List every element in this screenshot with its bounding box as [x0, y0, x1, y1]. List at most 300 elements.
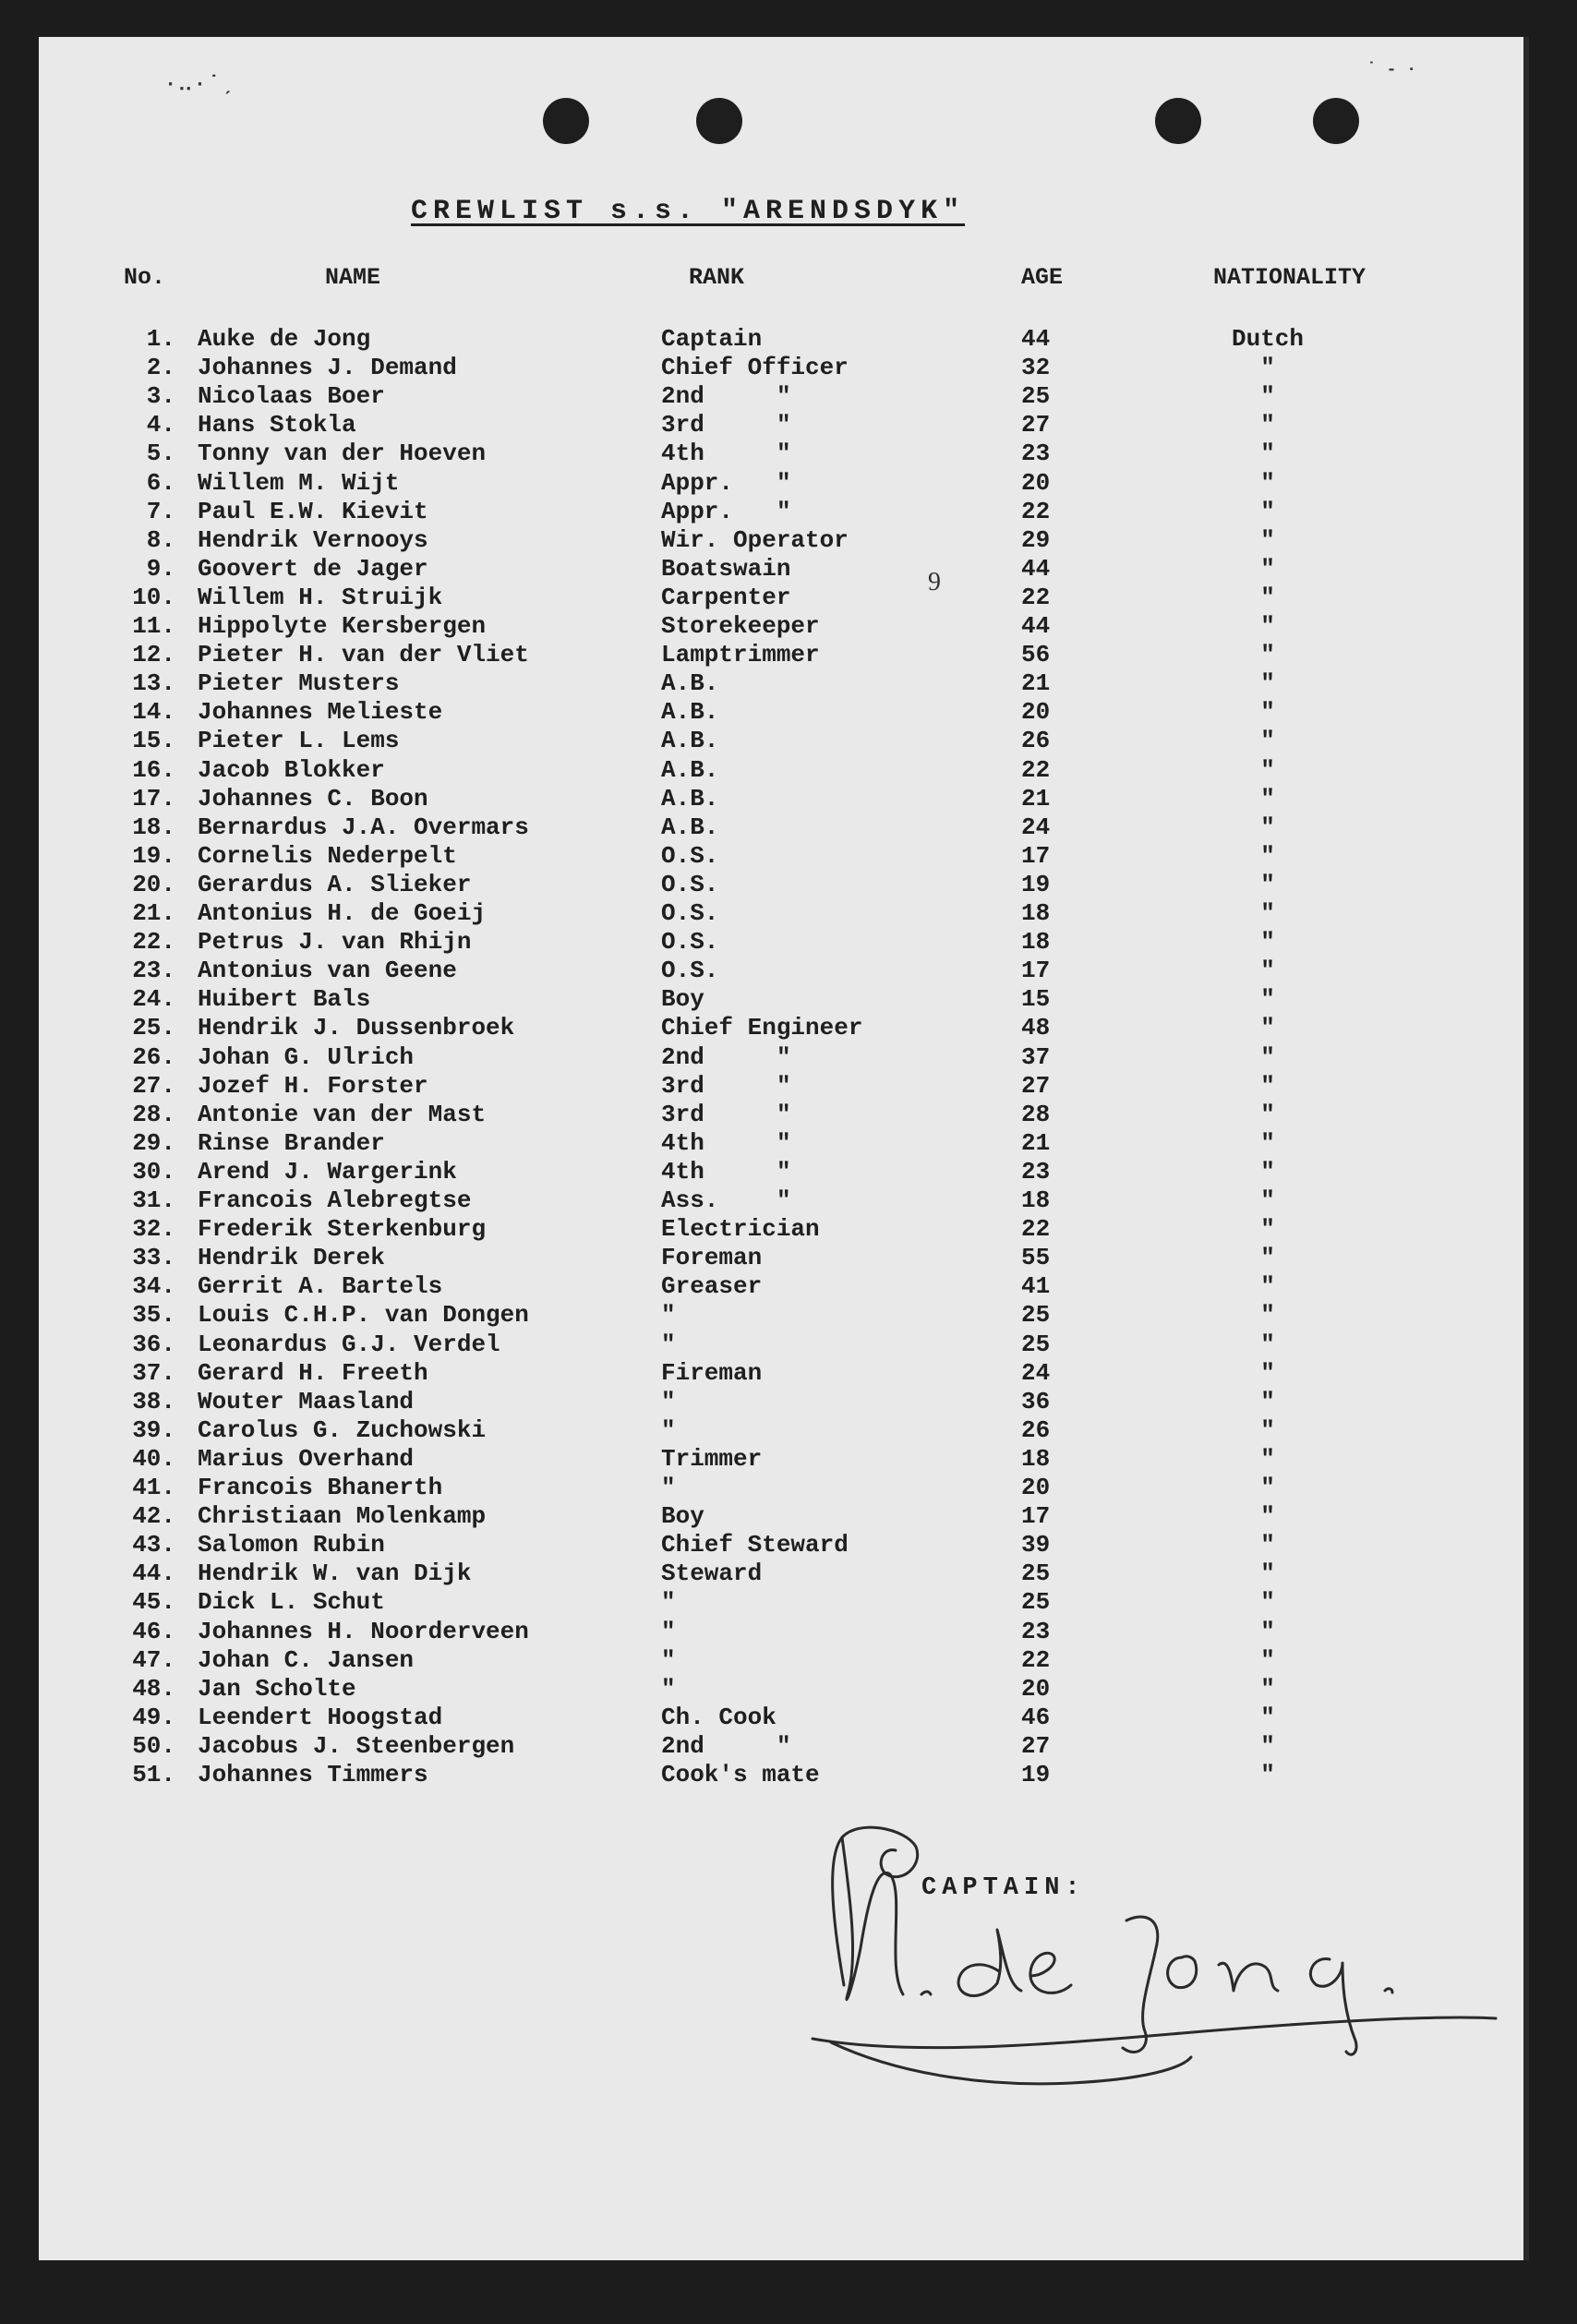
crew-nationality: " [1260, 1330, 1275, 1358]
crew-nationality: " [1260, 957, 1275, 985]
crew-number: 34. [132, 1272, 175, 1301]
ink-specks: ·‥·˙ˏ [164, 73, 236, 96]
punch-hole [543, 98, 589, 144]
crew-nationality: " [1260, 1244, 1275, 1272]
crew-number: 20. [132, 870, 175, 898]
crew-rank: Wir. Operator [661, 525, 849, 554]
crew-name: Leonardus G.J. Verdel [198, 1330, 500, 1358]
crew-age: 27 [1021, 1071, 1051, 1100]
crew-nationality: " [1260, 1502, 1275, 1531]
crew-number: 13. [132, 669, 175, 698]
crew-name: Johannes Melieste [198, 698, 443, 727]
crew-name: Hans Stokla [198, 411, 356, 440]
crew-rank: Chief Officer [661, 354, 849, 382]
table-row [0, 1502, 1577, 1531]
crew-number: 2. [146, 354, 175, 382]
crew-number: 41. [132, 1474, 175, 1501]
crew-age: 17 [1021, 1502, 1051, 1531]
crew-nationality: " [1260, 1645, 1275, 1674]
crew-rank: 2nd [661, 1731, 704, 1760]
crew-rank: " [661, 1301, 676, 1330]
crew-number: 39. [132, 1415, 175, 1444]
crew-number: 29. [132, 1128, 175, 1157]
table-row [0, 1559, 1577, 1588]
crew-number: 6. [146, 468, 175, 497]
column-header-rank: RANK [689, 264, 745, 291]
crew-age: 22 [1021, 497, 1051, 525]
crew-rank: 4th [661, 1157, 704, 1186]
crew-rank: A.B. [661, 755, 719, 784]
table-row [0, 1732, 1577, 1761]
crew-number: 7. [146, 497, 175, 525]
table-row [0, 785, 1577, 813]
crew-age: 27 [1021, 1731, 1051, 1760]
crew-rank: 2nd [661, 1042, 704, 1071]
crew-age: 25 [1021, 1559, 1051, 1588]
crew-name: Cornelis Nederpelt [198, 841, 457, 870]
crew-nationality: " [1260, 1761, 1275, 1788]
crew-age: 20 [1021, 1674, 1051, 1703]
captain-label: CAPTAIN: [921, 1874, 1086, 1902]
crew-age: 21 [1021, 784, 1051, 813]
table-row [0, 1531, 1577, 1559]
crew-name: Antonius H. de Goeij [198, 899, 487, 927]
crew-nationality: " [1260, 1215, 1275, 1244]
crew-age: 44 [1021, 325, 1051, 353]
crew-nationality: " [1260, 1444, 1275, 1473]
crew-name: Johannes H. Noorderveen [198, 1617, 529, 1645]
crew-name: Francois Alebregtse [198, 1186, 472, 1214]
table-row [0, 469, 1577, 498]
table-row [0, 1301, 1577, 1330]
crew-age: 32 [1021, 354, 1051, 382]
crew-number: 28. [132, 1100, 175, 1128]
crew-nationality: " [1260, 468, 1275, 497]
table-row [0, 354, 1577, 382]
crew-age: 15 [1021, 985, 1051, 1014]
crew-name: Rinse Brander [198, 1128, 385, 1157]
crew-rank: Appr. [661, 468, 734, 497]
crew-age: 18 [1021, 899, 1051, 927]
table-row [0, 957, 1577, 985]
crew-name: Hendrik Derek [198, 1244, 385, 1272]
crew-rank: Foreman [661, 1244, 763, 1272]
crew-age: 29 [1021, 525, 1051, 554]
crew-nationality: " [1260, 841, 1275, 870]
crew-age: 17 [1021, 957, 1051, 985]
crew-rank: Storekeeper [661, 612, 820, 640]
crew-number: 19. [132, 841, 175, 870]
crew-rank: Lamptrimmer [661, 641, 820, 669]
crew-name: Johannes Timmers [198, 1761, 428, 1788]
crew-nationality: " [1260, 669, 1275, 698]
crew-name: Willem H. Struijk [198, 583, 443, 611]
crew-age: 44 [1021, 612, 1051, 640]
table-row [0, 1474, 1577, 1502]
crew-age: 41 [1021, 1272, 1051, 1301]
crew-name: Huibert Bals [198, 985, 371, 1014]
crew-number: 50. [132, 1731, 175, 1760]
crew-number: 44. [132, 1559, 175, 1588]
crew-nationality: " [1260, 727, 1275, 755]
page-number: 9 [928, 568, 941, 596]
crew-rank: " [661, 1330, 676, 1358]
crew-age: 24 [1021, 813, 1051, 841]
crew-name: Willem M. Wijt [198, 468, 400, 497]
table-row [0, 1445, 1577, 1474]
crew-age: 27 [1021, 411, 1051, 440]
punch-hole [696, 98, 742, 144]
rank-ditto-mark: " [776, 468, 791, 497]
crew-number: 49. [132, 1703, 175, 1731]
column-header-age: AGE [1021, 264, 1064, 291]
crew-number: 16. [132, 755, 175, 784]
table-row [0, 498, 1577, 526]
table-row [0, 871, 1577, 899]
crew-age: 39 [1021, 1531, 1051, 1559]
punch-hole [1155, 98, 1201, 144]
crew-number: 48. [132, 1674, 175, 1703]
crew-age: 36 [1021, 1387, 1051, 1415]
crew-number: 11. [132, 612, 175, 640]
table-row [0, 382, 1577, 411]
crew-number: 38. [132, 1387, 175, 1415]
crew-name: Pieter L. Lems [198, 727, 400, 755]
crew-rank: O.S. [661, 841, 719, 870]
crew-name: Johan C. Jansen [198, 1645, 415, 1674]
rank-ditto-mark: " [776, 1731, 791, 1760]
table-row [0, 985, 1577, 1014]
crew-rank: Captain [661, 325, 763, 353]
crew-nationality: " [1260, 928, 1275, 957]
crew-number: 35. [132, 1301, 175, 1330]
crew-number: 9. [146, 554, 175, 583]
crew-name: Gerrit A. Bartels [198, 1272, 443, 1301]
crew-number: 30. [132, 1157, 175, 1186]
crew-age: 19 [1021, 1761, 1051, 1788]
crew-rank: Greaser [661, 1272, 763, 1301]
crew-nationality: " [1260, 870, 1275, 898]
table-row [0, 1704, 1577, 1732]
crew-nationality: " [1260, 382, 1275, 411]
crew-nationality: " [1260, 813, 1275, 841]
crew-nationality: " [1260, 985, 1275, 1014]
crew-rank: " [661, 1674, 676, 1703]
crew-name: Jacob Blokker [198, 755, 385, 784]
table-row [0, 1101, 1577, 1129]
crew-rank: 3rd [661, 1100, 704, 1128]
crew-number: 36. [132, 1330, 175, 1358]
table-row [0, 555, 1577, 584]
crew-name: Hendrik Vernooys [198, 525, 428, 554]
crew-nationality: " [1260, 1703, 1275, 1731]
crew-nationality: " [1260, 1272, 1275, 1301]
crew-nationality: " [1260, 554, 1275, 583]
table-row [0, 1158, 1577, 1186]
table-row [0, 1416, 1577, 1445]
crew-number: 25. [132, 1014, 175, 1042]
crew-number: 37. [132, 1358, 175, 1387]
table-row [0, 641, 1577, 669]
crew-number: 12. [132, 641, 175, 669]
crew-nationality: " [1260, 1042, 1275, 1071]
table-row [0, 1618, 1577, 1646]
crew-number: 47. [132, 1645, 175, 1674]
crew-name: Antonie van der Mast [198, 1100, 487, 1128]
crew-number: 23. [132, 957, 175, 985]
table-row [0, 1761, 1577, 1789]
crew-rank: O.S. [661, 870, 719, 898]
crew-rank: " [661, 1387, 676, 1415]
table-row [0, 325, 1577, 354]
crew-age: 23 [1021, 1617, 1051, 1645]
crew-number: 21. [132, 899, 175, 927]
crew-rank: Ch. Cook [661, 1703, 776, 1731]
crew-name: Hendrik W. van Dijk [198, 1559, 472, 1588]
captain-signature [794, 1810, 1514, 2142]
crew-rank: " [661, 1415, 676, 1444]
rank-ditto-mark: " [776, 1100, 791, 1128]
crew-number: 4. [146, 411, 175, 440]
crew-rank: A.B. [661, 727, 719, 755]
rank-ditto-mark: " [776, 1042, 791, 1071]
crew-rank: Chief Steward [661, 1531, 849, 1559]
crew-number: 31. [132, 1186, 175, 1214]
crew-nationality: " [1260, 899, 1275, 927]
crew-name: Nicolaas Boer [198, 382, 385, 411]
crew-name: Gerard H. Freeth [198, 1358, 428, 1387]
column-header-no: No. [124, 264, 166, 291]
crew-name: Hendrik J. Dussenbroek [198, 1014, 515, 1042]
table-row [0, 1215, 1577, 1244]
crew-nationality: " [1260, 1617, 1275, 1645]
crew-age: 17 [1021, 841, 1051, 870]
table-row [0, 899, 1577, 928]
crew-rank: 3rd [661, 1071, 704, 1100]
crew-rank: Cook's mate [661, 1761, 820, 1788]
crew-number: 3. [146, 382, 175, 411]
crew-rank: A.B. [661, 669, 719, 698]
table-row [0, 411, 1577, 440]
table-row [0, 1359, 1577, 1388]
crew-name: Pieter H. van der Vliet [198, 641, 529, 669]
crew-rank: 4th [661, 1128, 704, 1157]
crew-number: 32. [132, 1215, 175, 1244]
crew-rank: 4th [661, 440, 704, 468]
crew-name: Pieter Musters [198, 669, 400, 698]
document-title: CREWLIST s.s. "ARENDSDYK" [411, 196, 966, 227]
rank-ditto-mark: " [776, 1186, 791, 1214]
crew-age: 20 [1021, 1474, 1051, 1501]
crew-nationality: " [1260, 1559, 1275, 1588]
crew-number: 22. [132, 928, 175, 957]
crew-age: 56 [1021, 641, 1051, 669]
crew-name: Frederik Sterkenburg [198, 1215, 487, 1244]
crew-number: 46. [132, 1617, 175, 1645]
crew-age: 25 [1021, 1588, 1051, 1617]
crew-rank: Carpenter [661, 583, 791, 611]
crew-number: 8. [146, 525, 175, 554]
rank-ditto-mark: " [776, 382, 791, 411]
crew-nationality: " [1260, 784, 1275, 813]
crew-nationality: " [1260, 1301, 1275, 1330]
crew-name: Gerardus A. Slieker [198, 870, 472, 898]
table-row [0, 526, 1577, 555]
crew-age: 24 [1021, 1358, 1051, 1387]
rank-ditto-mark: " [776, 411, 791, 440]
crew-nationality: " [1260, 1531, 1275, 1559]
crew-age: 48 [1021, 1014, 1051, 1042]
crew-nationality: " [1260, 1674, 1275, 1703]
crew-age: 20 [1021, 468, 1051, 497]
crew-name: Jacobus J. Steenbergen [198, 1731, 515, 1760]
table-row [0, 669, 1577, 698]
crew-age: 18 [1021, 928, 1051, 957]
crew-age: 20 [1021, 698, 1051, 727]
crew-number: 43. [132, 1531, 175, 1559]
crew-age: 21 [1021, 1128, 1051, 1157]
crew-nationality: " [1260, 698, 1275, 727]
crew-nationality: " [1260, 1186, 1275, 1214]
crew-nationality: Dutch [1231, 325, 1304, 353]
crew-rank: Electrician [661, 1215, 820, 1244]
crew-rank: Boy [661, 1502, 704, 1531]
crew-name: Francois Bhanerth [198, 1474, 443, 1501]
crew-age: 25 [1021, 382, 1051, 411]
crew-nationality: " [1260, 612, 1275, 640]
crew-name: Leendert Hoogstad [198, 1703, 443, 1731]
crew-age: 46 [1021, 1703, 1051, 1731]
crew-age: 23 [1021, 440, 1051, 468]
crew-age: 23 [1021, 1157, 1051, 1186]
table-row [0, 727, 1577, 755]
crew-number: 51. [132, 1761, 175, 1788]
crew-name: Johan G. Ulrich [198, 1042, 415, 1071]
crew-age: 18 [1021, 1186, 1051, 1214]
table-row [0, 1244, 1577, 1272]
crew-rank: " [661, 1645, 676, 1674]
crew-name: Christiaan Molenkamp [198, 1502, 487, 1531]
crew-age: 37 [1021, 1042, 1051, 1071]
rank-ditto-mark: " [776, 440, 791, 468]
crew-name: Jan Scholte [198, 1674, 356, 1703]
crew-rank: " [661, 1617, 676, 1645]
crew-nationality: " [1260, 1415, 1275, 1444]
crew-name: Carolus G. Zuchowski [198, 1415, 487, 1444]
crew-nationality: " [1260, 641, 1275, 669]
crew-age: 22 [1021, 1215, 1051, 1244]
crew-name: Arend J. Wargerink [198, 1157, 457, 1186]
table-row [0, 813, 1577, 842]
crew-number: 40. [132, 1444, 175, 1473]
crew-nationality: " [1260, 354, 1275, 382]
crew-rank: 2nd [661, 382, 704, 411]
crew-nationality: " [1260, 440, 1275, 468]
crew-name: Auke de Jong [198, 325, 371, 353]
crew-age: 19 [1021, 870, 1051, 898]
crew-rank: A.B. [661, 698, 719, 727]
table-row [0, 584, 1577, 612]
crew-nationality: " [1260, 1157, 1275, 1186]
crew-number: 14. [132, 698, 175, 727]
crew-number: 24. [132, 985, 175, 1014]
crew-name: Bernardus J.A. Overmars [198, 813, 529, 841]
crew-age: 25 [1021, 1330, 1051, 1358]
crew-name: Johannes J. Demand [198, 354, 457, 382]
crew-nationality: " [1260, 1128, 1275, 1157]
crew-number: 15. [132, 727, 175, 755]
crew-nationality: " [1260, 525, 1275, 554]
crew-name: Johannes C. Boon [198, 784, 428, 813]
crew-name: Tonny van der Hoeven [198, 440, 487, 468]
table-row [0, 1588, 1577, 1617]
crew-age: 22 [1021, 583, 1051, 611]
crew-rank: Boatswain [661, 554, 791, 583]
crew-name: Hippolyte Kersbergen [198, 612, 487, 640]
crew-nationality: " [1260, 1731, 1275, 1760]
crew-name: Petrus J. van Rhijn [198, 928, 472, 957]
crew-age: 26 [1021, 1415, 1051, 1444]
crew-number: 42. [132, 1502, 175, 1531]
table-row [0, 1129, 1577, 1158]
table-row [0, 1331, 1577, 1359]
ink-specks: ˙ ‐ · [1366, 61, 1417, 79]
crew-nationality: " [1260, 1588, 1275, 1617]
rank-ditto-mark: " [776, 1128, 791, 1157]
crew-name: Antonius van Geene [198, 957, 457, 985]
crew-rank: Appr. [661, 497, 734, 525]
rank-ditto-mark: " [776, 1071, 791, 1100]
crew-rank: Fireman [661, 1358, 763, 1387]
crew-name: Wouter Maasland [198, 1387, 415, 1415]
crew-nationality: " [1260, 1358, 1275, 1387]
crew-nationality: " [1260, 1100, 1275, 1128]
crew-number: 1. [146, 325, 175, 353]
table-row [0, 1675, 1577, 1704]
crew-name: Paul E.W. Kievit [198, 497, 428, 525]
crew-rank: Steward [661, 1559, 763, 1588]
crew-nationality: " [1260, 411, 1275, 440]
crew-age: 26 [1021, 727, 1051, 755]
crew-age: 55 [1021, 1244, 1051, 1272]
table-row [0, 440, 1577, 468]
crew-rank: O.S. [661, 899, 719, 927]
table-row [0, 1646, 1577, 1675]
crew-name: Jozef H. Forster [198, 1071, 428, 1100]
crew-rank: O.S. [661, 957, 719, 985]
crew-name: Salomon Rubin [198, 1531, 385, 1559]
table-row [0, 1043, 1577, 1072]
crew-rank: " [661, 1588, 676, 1617]
crew-nationality: " [1260, 497, 1275, 525]
crew-age: 25 [1021, 1301, 1051, 1330]
table-row [0, 842, 1577, 871]
crew-number: 5. [146, 440, 175, 468]
table-row [0, 612, 1577, 641]
crew-age: 18 [1021, 1444, 1051, 1473]
crew-rank: A.B. [661, 784, 719, 813]
crew-number: 33. [132, 1244, 175, 1272]
crew-age: 28 [1021, 1100, 1051, 1128]
column-header-name: NAME [325, 264, 381, 291]
crew-nationality: " [1260, 1071, 1275, 1100]
table-row [0, 928, 1577, 957]
crew-rank: Ass. [661, 1186, 719, 1214]
crew-nationality: " [1260, 1387, 1275, 1415]
crew-number: 26. [132, 1042, 175, 1071]
crew-number: 17. [132, 784, 175, 813]
table-row [0, 698, 1577, 727]
